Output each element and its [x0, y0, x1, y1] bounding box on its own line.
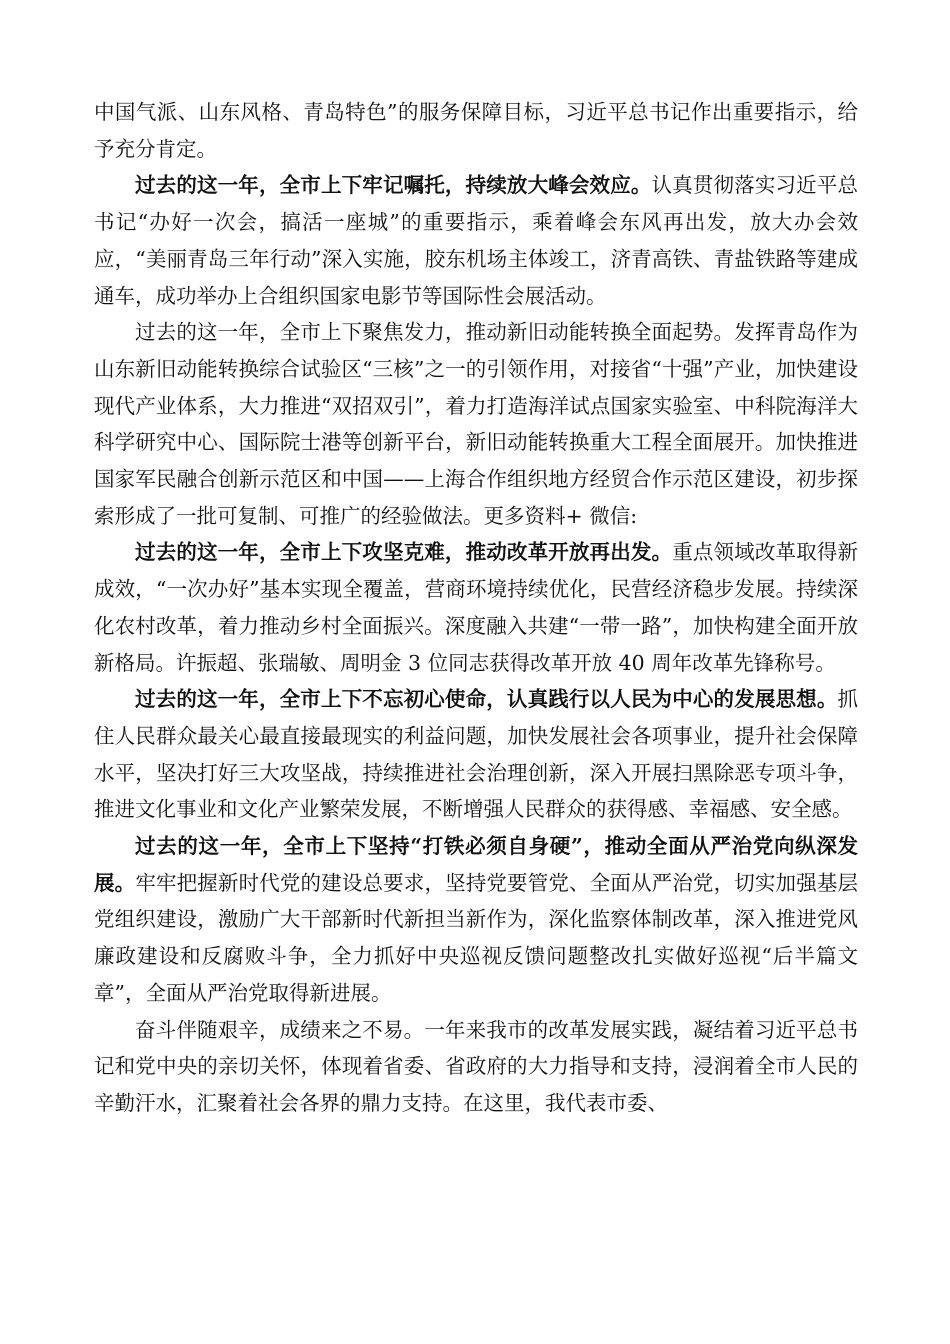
- paragraph-lead-bold: 过去的这一年，全市上下坚持“打铁必须自身硬”，推动全面从严治党向纵深发展。: [94, 834, 858, 895]
- paragraph-people-centered: [94, 681, 858, 828]
- paragraph-continued: [94, 94, 858, 167]
- paragraph-summit-effect: [94, 167, 858, 314]
- paragraph-text: 过去的这一年，全市上下聚焦发力，推动新旧动能转换全面起势。发挥青岛作为山东新旧动能转换综合试验区“三核”之一的引领作用，对接省“十强”产业，加快建设现代产业体系，大力推进“双招双引”，着力打造海洋试点国家实验室、中科院海洋大科学研究中心、国际院士港等创新平台，新旧动能转换重大工程全面展开。加快推进国家军民融合创新示范区和中国——上海合作组织地方经贸合作示范区建设，初步探索形成了一批可复制、可推广的经验做法。更多资料+ 微信:: [94, 320, 858, 528]
- paragraph-text: 抓住人民群众最关心最直接最现实的利益问题，加快发展社会各项事业，提升社会保障水平，坚决打好三大攻坚战，持续推进社会治理创新，深入开展扫黑除恶专项斗争，推进文化事业和文化产业繁荣发展，不断增强人民群众的获得感、幸福感、安全感。: [94, 687, 858, 822]
- paragraph-lead-bold: 过去的这一年，全市上下攻坚克难，推动改革开放再出发。: [135, 540, 673, 565]
- paragraph-party-governance: [94, 828, 858, 1012]
- paragraph-lead-bold: 过去的这一年，全市上下牢记嘱托，持续放大峰会效应。: [135, 173, 652, 198]
- paragraph-new-drivers: [94, 314, 858, 534]
- paragraph-text: 重点领域改革取得新成效，“一次办好”基本实现全覆盖，营商环境持续优化，民营经济稳步发展。持续深化农村改革，着力推动乡村全面振兴。深度融入共建“一带一路”，加快构建全面开放新格局。许振超、张瑞敏、周明金 3 位同志获得改革开放 40 周年改革先锋称号。: [94, 540, 859, 675]
- paragraph-reform-opening: [94, 534, 858, 681]
- paragraph-gratitude: [94, 1012, 858, 1122]
- paragraph-text: 中国气派、山东风格、青岛特色”的服务保障目标，习近平总书记作出重要指示，给予充分肯定。: [94, 100, 858, 161]
- paragraph-text: 牢牢把握新时代党的建设总要求，坚持党要管党、全面从严治党，切实加强基层党组织建设，激励广大干部新时代新担当新作为，深化监察体制改革，深入推进党风廉政建设和反腐败斗争，全力抓好中央巡视反馈问题整改扎实做好巡视“后半篇文章”，全面从严治党取得新进展。: [94, 870, 859, 1005]
- paragraph-text: 奋斗伴随艰辛，成绩来之不易。一年来我市的改革发展实践，凝结着习近平总书记和党中央的亲切关怀，体现着省委、省政府的大力指导和支持，浸润着全市人民的辛勤汗水，汇聚着社会各界的鼎力支持。在这里，我代表市委、: [94, 1017, 858, 1115]
- paragraph-lead-bold: 过去的这一年，全市上下不忘初心使命，认真践行以人民为中心的发展思想。: [135, 687, 838, 712]
- paragraph-text: 认真贯彻落实习近平总书记“办好一次会，搞活一座城”的重要指示，乘着峰会东风再出发，放大办会效应，“美丽青岛三年行动”深入实施，胶东机场主体竣工，济青高铁、青盐铁路等建成通车，成功举办上合组织国家电影节等国际性会展活动。: [94, 173, 859, 308]
